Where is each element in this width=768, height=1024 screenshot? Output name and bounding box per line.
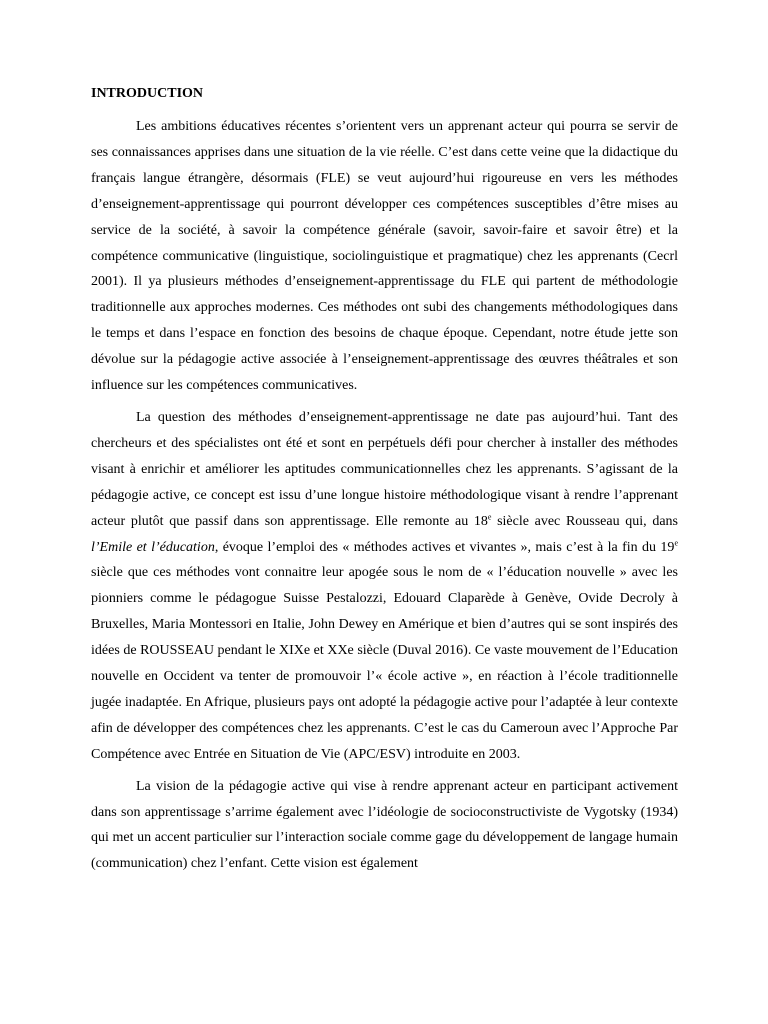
text-run: La vision de la pédagogie active qui vise à rendre apprenant acteur en participant activement dans son apprentissage s’arrime également avec l’idéologie de socioconstructiviste de Vygotsky (1934) qui met un accent particulier sur l’interaction sociale comme gage du développement de langage humain (communication) chez l’enfant. Cette vision est également (91, 778, 678, 872)
italic-title: l’Emile et l’éducation (91, 539, 215, 555)
text-run: La question des méthodes d’enseignement-apprentissage ne date pas aujourd’hui. Tant des chercheurs et des spécialistes ont été et sont en perpétuels défi pour chercher à installer des méthodes visant à enrichir et améliorer les aptitudes communicationnelles chez les apprenants. S’agissant de la pédagogie active, ce concept est issu d’une longue histoire méthodologique visant à rendre l’apprenant acteur plutôt que passif dans son apprentissage. Elle remonte au 18 (91, 409, 678, 529)
text-run: siècle avec Rousseau qui, dans (491, 513, 678, 529)
text-run: siècle que ces méthodes vont connaitre leur apogée sous le nom de « l’éducation nouvelle » avec les pionniers comme le pédagogue Suisse Pestalozzi, Edouard Claparède à Genève, Ovide Decroly à Bruxelles, Maria Montessori en Italie, John Dewey en Amérique et bien d’autres qui se sont inspirés des idées de ROUSSEAU pendant le XIXe et XXe siècle (Duval 2016). Ce vaste mouvement de l’Education nouvelle en Occident va tenter de promouvoir l’« école active », en réaction à l’école traditionnelle jugée inadaptée. En Afrique, plusieurs pays ont adopté la pédagogie active pour l’adaptée à leur contexte afin de développer des compétences chez les apprenants. C’est le cas du Cameroun avec l’Approche Par Compétence avec Entrée en Situation de Vie (APC/ESV) introduite en 2003. (91, 565, 678, 762)
superscript: e (487, 511, 492, 521)
section-heading: INTRODUCTION (91, 86, 204, 101)
paragraph-3 (91, 774, 678, 878)
paragraph-1 (91, 114, 678, 399)
body-text (91, 114, 678, 877)
superscript: e (674, 537, 678, 547)
paragraph-2 (91, 405, 678, 768)
text-run: , évoque l’emploi des « méthodes actives et vivantes », mais c’est à la fin du 19 (214, 539, 675, 555)
text-run: Les ambitions éducatives récentes s’orientent vers un apprenant acteur qui pourra se servir de ses connaissances apprises dans une situation de la vie réelle. C’est dans cette veine que la didactique du français langue étrangère, désormais (FLE) se veut aujourd’hui rigoureuse en vers les méthodes d’enseignement-apprentissage qui pourront développer ces compétences susceptibles d’être mises au service de la société, à savoir la compétence générale (savoir, savoir-faire et savoir être) et la compétence communicative (linguistique, sociolinguistique et pragmatique) chez les apprenants (Cecrl 2001). Il ya plusieurs méthodes d’enseignement-apprentissage du FLE qui partent de méthodologie traditionnelle aux approches modernes. Ces méthodes ont subi des changements méthodologiques dans le temps et dans l’espace en fonction des besoins de chaque époque. Cependant, notre étude jette son dévolue sur la pédagogie active associée à l’enseignement-apprentissage des œuvres théâtrales et son influence sur les compétences communicatives. (91, 119, 678, 394)
